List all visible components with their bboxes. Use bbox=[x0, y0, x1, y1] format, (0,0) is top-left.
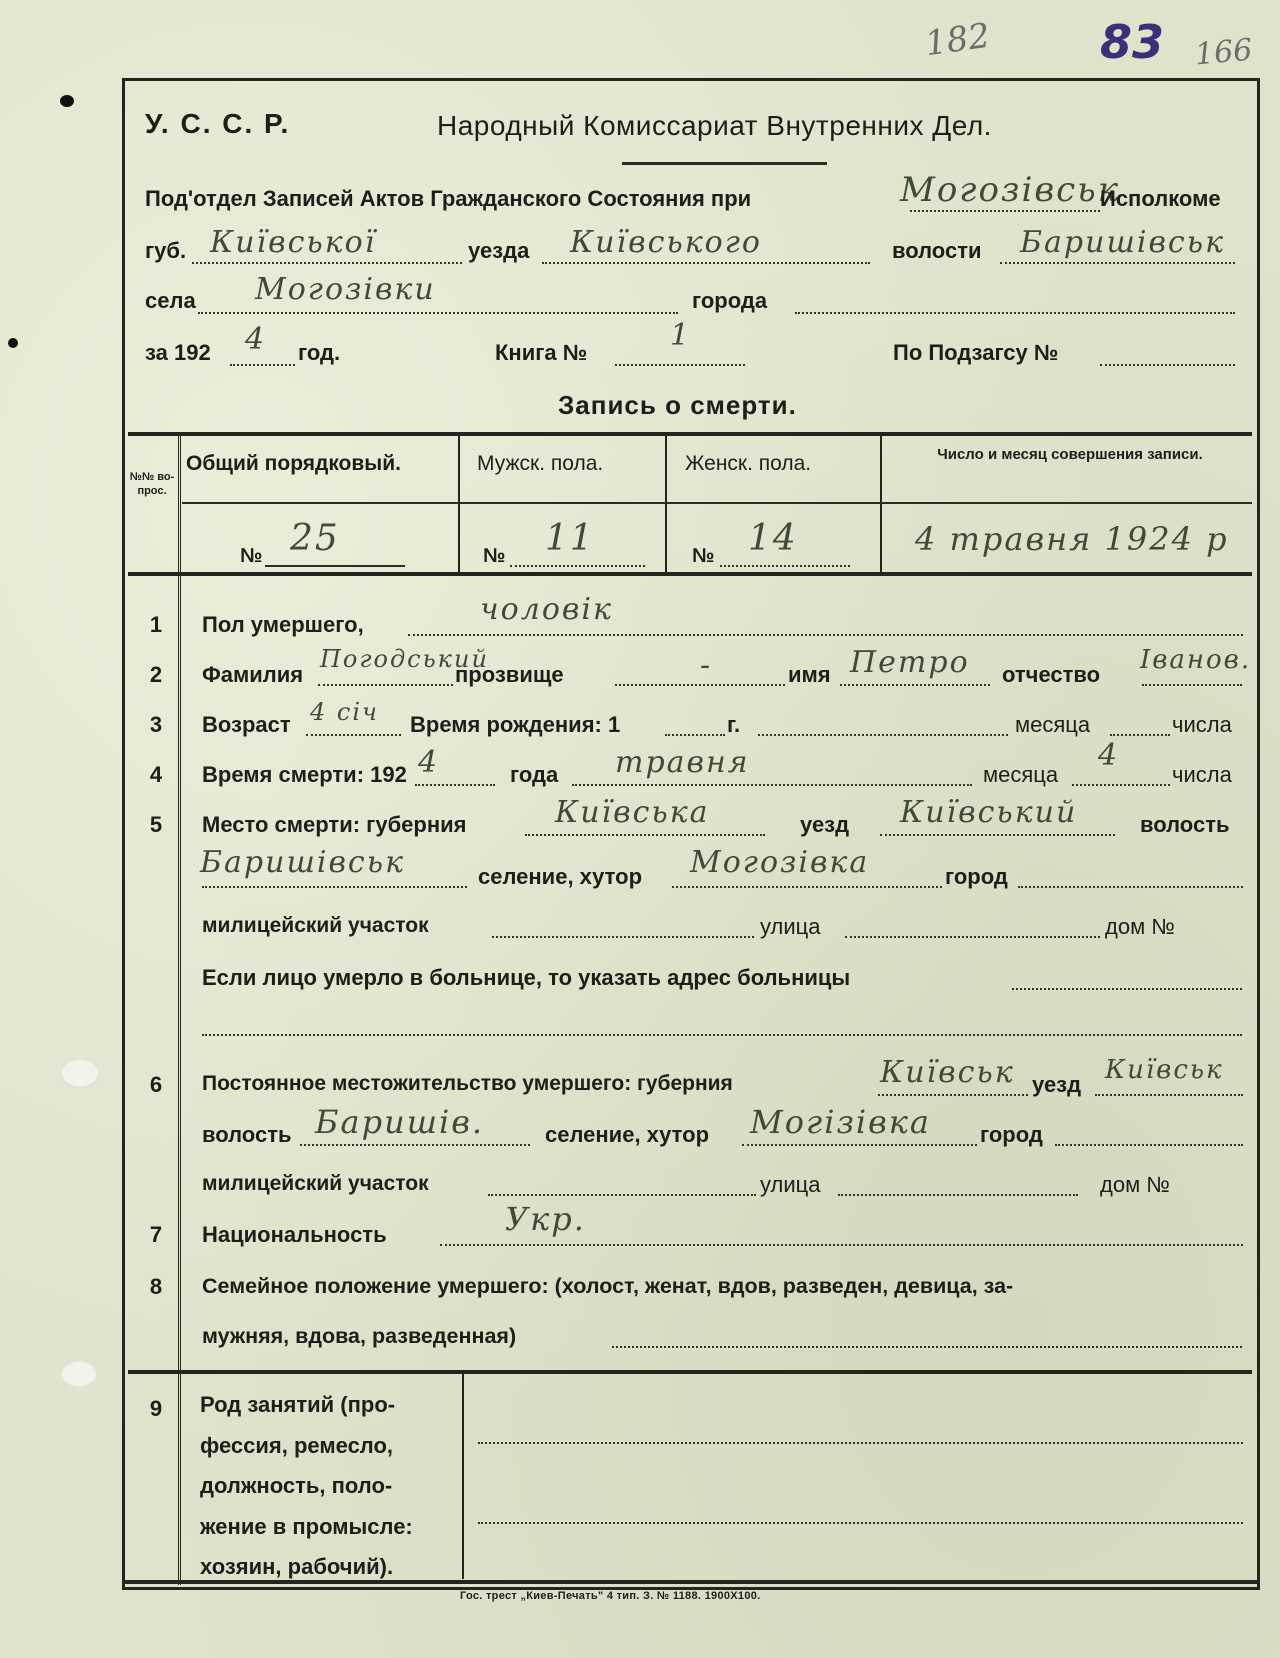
uezd-label: уезда bbox=[468, 238, 530, 263]
q6-militia-line bbox=[488, 1194, 756, 1196]
q5-village-label: селение, хутор bbox=[478, 864, 643, 889]
q8-label-line2: мужняя, вдова, разведенная) bbox=[202, 1324, 517, 1348]
q4-year-value[interactable]: 4 bbox=[418, 745, 440, 780]
table-bottom-rule bbox=[128, 572, 1252, 576]
q1-value[interactable]: чоловік bbox=[480, 592, 613, 627]
q5-hospital-line-2 bbox=[202, 1034, 1242, 1036]
gub-label: губ. bbox=[145, 238, 187, 263]
table-top-rule bbox=[128, 432, 1252, 436]
q5-uezd-value[interactable]: Київський bbox=[900, 795, 1078, 830]
q7-field-line bbox=[440, 1244, 1243, 1246]
q6-militia-label: милицейский участок bbox=[202, 1172, 429, 1195]
q5-militia-label: милицейский участок bbox=[202, 914, 429, 937]
gub-field-line bbox=[192, 262, 462, 264]
q2-patronymic-value[interactable]: Іванов. bbox=[1140, 645, 1252, 675]
q9-label bbox=[200, 1385, 450, 1588]
q1-number: 1 bbox=[149, 612, 163, 637]
q2-nick-label: прозвище bbox=[455, 662, 564, 687]
q5-place-label: Место смерти: губерния bbox=[202, 812, 467, 837]
q1-field-line bbox=[408, 634, 1243, 636]
q6-uezd-value[interactable]: Київськ bbox=[1105, 1055, 1224, 1085]
q4-number: 4 bbox=[149, 762, 163, 787]
col-female-header: Женск. пола. bbox=[685, 452, 812, 475]
q2-name-label: имя bbox=[788, 662, 831, 687]
q6-volost-label: волость bbox=[202, 1122, 292, 1147]
volost-label: волости bbox=[892, 238, 982, 263]
archive-number-small: 166 bbox=[1193, 32, 1254, 73]
q4-month-label: месяца bbox=[983, 762, 1059, 787]
q4-day-label: числа bbox=[1172, 762, 1232, 787]
female-no-value[interactable]: 14 bbox=[748, 518, 798, 559]
q6-village-line bbox=[742, 1144, 977, 1146]
q3-birth-month-line bbox=[758, 734, 1008, 736]
q3-birth-label: Время рождения: 1 bbox=[410, 712, 621, 737]
q5-village-line bbox=[672, 886, 942, 888]
q5-hospital-line-1 bbox=[1012, 988, 1242, 990]
q2-nick-line bbox=[615, 684, 785, 686]
q4-year-line bbox=[415, 784, 495, 786]
volost-value[interactable]: Баришівськ bbox=[1020, 225, 1225, 260]
q9-label-line: Род занятий (про- bbox=[200, 1392, 396, 1417]
uezd-value[interactable]: Київського bbox=[570, 225, 762, 260]
q5-militia-line bbox=[492, 936, 754, 938]
q8-field-line bbox=[612, 1346, 1242, 1348]
q9-top-rule bbox=[128, 1370, 1252, 1374]
year-prefix: за 192 bbox=[145, 340, 211, 365]
volost-field-line bbox=[1000, 262, 1235, 264]
q4-month-value[interactable]: травня bbox=[615, 745, 750, 780]
q5-street-line bbox=[845, 936, 1100, 938]
q2-patronymic-label: отчество bbox=[1002, 662, 1101, 687]
printer-imprint: Гос. трест „Киев-Печать" 4 тип. З. № 1188. 1900Х100. bbox=[460, 1590, 761, 1602]
uezd-field-line bbox=[542, 262, 870, 264]
q3-day-label: числа bbox=[1172, 712, 1232, 737]
col-male-header: Мужск. пола. bbox=[477, 452, 604, 475]
q5-gub-line bbox=[525, 834, 765, 836]
gub-value[interactable]: Київської bbox=[210, 225, 377, 260]
gorod-field-line bbox=[795, 312, 1235, 314]
q3-age-line bbox=[306, 734, 401, 736]
ink-speck bbox=[60, 95, 74, 107]
q2-name-value[interactable]: Петро bbox=[850, 645, 970, 680]
q9-number: 9 bbox=[149, 1396, 163, 1421]
q2-surname-line bbox=[318, 684, 453, 686]
book-field-line bbox=[615, 364, 745, 366]
selo-value[interactable]: Могозівки bbox=[255, 272, 436, 307]
record-title: Запись о смерти. bbox=[558, 390, 797, 420]
q5-uezd-label: уезд bbox=[800, 812, 850, 837]
q6-village-value[interactable]: Могізівка bbox=[750, 1103, 931, 1141]
q5-number: 5 bbox=[149, 812, 163, 837]
q6-house-label: дом № bbox=[1100, 1172, 1170, 1197]
col-general-header: Общий порядковый. bbox=[186, 452, 401, 475]
q9-label-line: фессия, ремесло, bbox=[200, 1432, 394, 1458]
q2-name-line bbox=[840, 684, 990, 686]
year-field-line bbox=[230, 364, 295, 366]
col-date-header: Число и месяц совершения записи. bbox=[937, 446, 1203, 463]
general-no-value[interactable]: 25 bbox=[290, 518, 340, 559]
q9-label-line: жение в промысле: bbox=[200, 1513, 413, 1539]
form-bottom-rule bbox=[122, 1580, 1257, 1584]
q4-day-value[interactable]: 4 bbox=[1098, 738, 1120, 773]
year-value[interactable]: 4 bbox=[245, 322, 267, 357]
q7-label: Национальность bbox=[202, 1222, 387, 1247]
q4-year-label: года bbox=[510, 762, 559, 787]
q4-month-line bbox=[572, 784, 972, 786]
q3-number: 3 bbox=[149, 712, 163, 737]
q6-city-label: город bbox=[980, 1122, 1043, 1147]
selo-label: села bbox=[145, 288, 196, 313]
podzags-label: По Подзагсу № bbox=[893, 340, 1059, 365]
female-no-prefix: № bbox=[692, 545, 715, 567]
record-date-value[interactable]: 4 травня 1924 р bbox=[915, 520, 1229, 558]
q9-field-line-1 bbox=[478, 1442, 1243, 1444]
q6-uezd-line bbox=[1095, 1094, 1243, 1096]
archive-number-ink: 83 bbox=[1100, 15, 1165, 69]
q9-field-line-2 bbox=[478, 1522, 1243, 1524]
republic-title: У. С. С. Р. bbox=[145, 108, 291, 139]
female-no-line bbox=[720, 565, 850, 567]
q8-label-line1: Семейное положение умершего: (холост, женат, вдов, разведен, девица, за- bbox=[202, 1274, 1014, 1298]
commissariat-title: Народный Комиссариат Внутренних Дел. bbox=[437, 110, 992, 141]
q6-gub-value[interactable]: Київськ bbox=[880, 1055, 1015, 1090]
q9-label-line: хозяин, рабочий). bbox=[200, 1554, 394, 1579]
q2-patronymic-line bbox=[1142, 684, 1242, 686]
q6-street-line bbox=[838, 1194, 1078, 1196]
q5-gub-value[interactable]: Київська bbox=[555, 795, 710, 830]
table-mid-rule bbox=[182, 502, 1252, 504]
q5-house-label: дом № bbox=[1105, 914, 1175, 939]
q6-street-label: улица bbox=[760, 1172, 821, 1197]
male-no-value[interactable]: 11 bbox=[545, 518, 595, 559]
qnum-divider bbox=[178, 435, 181, 1585]
q4-day-line bbox=[1072, 784, 1170, 786]
year-suffix: год. bbox=[298, 340, 341, 365]
qnum-header: №№ во-прос. bbox=[129, 471, 175, 497]
q6-volost-line bbox=[300, 1144, 530, 1146]
q5-volost-line bbox=[202, 886, 467, 888]
q5-city-line bbox=[1018, 886, 1243, 888]
q5-village-value[interactable]: Могозівка bbox=[690, 845, 870, 880]
q5-uezd-line bbox=[880, 834, 1115, 836]
q6-village-label: селение, хутор bbox=[545, 1122, 710, 1147]
male-no-line bbox=[510, 565, 645, 567]
punch-hole bbox=[60, 1360, 98, 1388]
q6-gub-line bbox=[878, 1094, 1028, 1096]
selo-field-line bbox=[198, 312, 678, 314]
q8-number: 8 bbox=[149, 1274, 163, 1299]
q2-surname-label: Фамилия bbox=[202, 662, 304, 687]
q6-volost-value[interactable]: Баришів. bbox=[315, 1103, 485, 1141]
q2-surname-value[interactable]: Погодський bbox=[320, 645, 489, 673]
q6-residence-label: Постоянное местожительство умершего: губерния bbox=[202, 1072, 733, 1095]
general-no-line bbox=[265, 565, 405, 567]
q3-day-line bbox=[1110, 734, 1170, 736]
punch-hole bbox=[60, 1058, 100, 1088]
q7-value[interactable]: Укр. bbox=[505, 1200, 586, 1238]
book-label: Книга № bbox=[495, 340, 588, 365]
q6-number: 6 bbox=[149, 1072, 163, 1097]
general-no-prefix: № bbox=[240, 545, 263, 567]
q5-city-label: город bbox=[945, 864, 1008, 889]
q2-number: 2 bbox=[149, 662, 163, 687]
q6-city-line bbox=[1055, 1144, 1243, 1146]
podzags-field-line bbox=[1100, 364, 1235, 366]
q1-label: Пол умершего, bbox=[202, 612, 364, 637]
subdept-field-line bbox=[910, 210, 1100, 212]
male-no-prefix: № bbox=[483, 545, 506, 567]
archive-number-pencil: 182 bbox=[922, 15, 993, 65]
subdept-value[interactable]: Могозівськ bbox=[900, 170, 1120, 210]
q3-age-value[interactable]: 4 січ bbox=[310, 698, 379, 726]
subdept-suffix: Исполкоме bbox=[1100, 186, 1221, 211]
q6-uezd-label: уезд bbox=[1032, 1072, 1082, 1097]
q7-number: 7 bbox=[149, 1222, 163, 1247]
q3-g-label: г. bbox=[727, 712, 741, 737]
q3-month-label: месяца bbox=[1015, 712, 1091, 737]
q5-street-label: улица bbox=[760, 914, 821, 939]
q3-age-label: Возраст bbox=[202, 712, 291, 737]
gorod-label: города bbox=[692, 288, 768, 313]
subdept-label: Под'отдел Записей Актов Гражданского Состояния при bbox=[145, 186, 752, 211]
q2-nick-value[interactable]: - bbox=[700, 648, 713, 683]
q4-death-label: Время смерти: 192 bbox=[202, 762, 407, 787]
q5-volost-label: волость bbox=[1140, 812, 1230, 837]
q5-volost-value[interactable]: Баришівськ bbox=[200, 845, 405, 880]
q9-divider bbox=[462, 1374, 464, 1579]
q5-hospital-label: Если лицо умерло в больнице, то указать адрес больницы bbox=[202, 965, 851, 990]
title-rule bbox=[622, 162, 827, 165]
ink-speck bbox=[8, 338, 18, 348]
book-value[interactable]: 1 bbox=[670, 318, 692, 353]
q9-label-line: должность, поло- bbox=[200, 1473, 393, 1498]
q3-birth-year-line bbox=[665, 734, 725, 736]
